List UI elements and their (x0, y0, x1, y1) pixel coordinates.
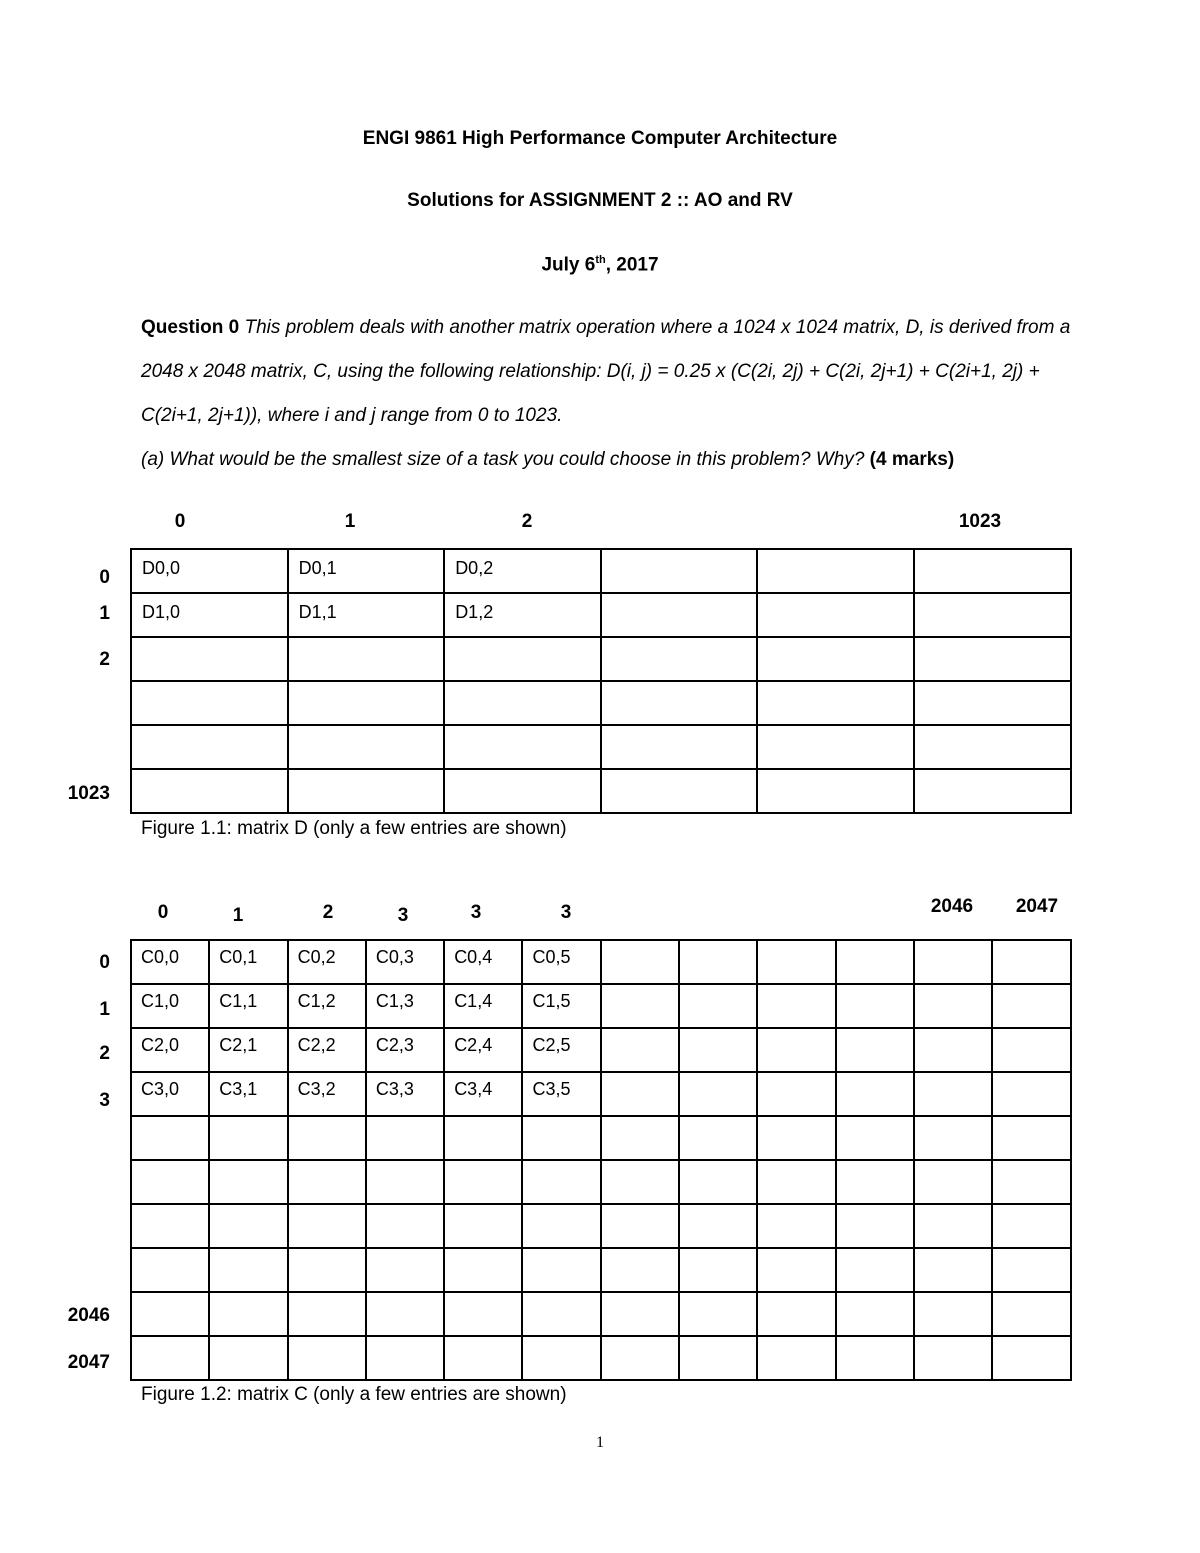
matrix-cell: C3,3 (366, 1072, 444, 1116)
matrix-cell (601, 940, 679, 984)
matrix-d-row-label: 1023 (67, 783, 110, 804)
matrix-cell (914, 1160, 992, 1204)
document-title: ENGI 9861 High Performance Computer Architecture (362, 128, 838, 149)
matrix-cell (366, 1292, 444, 1336)
matrix-cell (757, 1248, 835, 1292)
matrix-cell (288, 1160, 366, 1204)
matrix-cell (757, 549, 914, 593)
matrix-cell (522, 1160, 600, 1204)
matrix-cell (366, 1204, 444, 1248)
matrix-cell (836, 1204, 914, 1248)
matrix-cell: D1,1 (288, 593, 445, 637)
table-row (131, 549, 1071, 593)
table-row (131, 1292, 1071, 1336)
matrix-cell: C2,5 (522, 1028, 600, 1072)
matrix-cell (288, 1336, 366, 1380)
matrix-cell (601, 549, 758, 593)
matrix-cell (131, 1248, 209, 1292)
matrix-cell: C1,4 (444, 984, 522, 1028)
matrix-cell (992, 1028, 1070, 1072)
matrix-c-table (130, 939, 1072, 1381)
matrix-cell: D1,0 (131, 593, 288, 637)
matrix-d-caption: Figure 1.1: matrix D (only a few entries are shown) (141, 818, 567, 839)
matrix-cell (679, 1028, 757, 1072)
matrix-cell (836, 1336, 914, 1380)
matrix-cell (601, 593, 758, 637)
matrix-cell (679, 1116, 757, 1160)
matrix-cell (288, 769, 445, 813)
table-row (131, 593, 1071, 637)
matrix-cell: C3,1 (209, 1072, 287, 1116)
matrix-cell (522, 1116, 600, 1160)
matrix-cell (679, 940, 757, 984)
matrix-cell (209, 1336, 287, 1380)
matrix-cell (288, 1116, 366, 1160)
matrix-cell (444, 681, 601, 725)
matrix-cell (757, 1072, 835, 1116)
matrix-d-col-label: 1 (344, 511, 356, 532)
matrix-cell (366, 1160, 444, 1204)
matrix-cell: C3,5 (522, 1072, 600, 1116)
matrix-cell (836, 984, 914, 1028)
matrix-cell (757, 1336, 835, 1380)
matrix-cell (131, 637, 288, 681)
matrix-cell (444, 769, 601, 813)
matrix-cell (914, 637, 1071, 681)
matrix-cell (914, 549, 1071, 593)
matrix-cell: C0,1 (209, 940, 287, 984)
table-row (131, 1248, 1071, 1292)
matrix-cell (366, 1248, 444, 1292)
matrix-cell (992, 1204, 1070, 1248)
matrix-cell (914, 725, 1071, 769)
matrix-cell (209, 1248, 287, 1292)
date-suffix: , 2017 (605, 254, 659, 276)
matrix-cell (836, 1116, 914, 1160)
matrix-cell (444, 1292, 522, 1336)
matrix-cell: C2,4 (444, 1028, 522, 1072)
matrix-cell (992, 1292, 1070, 1336)
matrix-cell (914, 984, 992, 1028)
matrix-cell (836, 1248, 914, 1292)
matrix-cell (209, 1116, 287, 1160)
matrix-cell (288, 1248, 366, 1292)
date-prefix: July 6 (541, 254, 596, 276)
matrix-cell (131, 769, 288, 813)
matrix-cell (757, 940, 835, 984)
matrix-cell (757, 637, 914, 681)
matrix-c-caption: Figure 1.2: matrix C (only a few entries are shown) (141, 1384, 567, 1405)
matrix-cell (444, 1336, 522, 1380)
matrix-d-col-label: 0 (174, 511, 186, 532)
document-date (0, 254, 1200, 276)
matrix-cell (522, 1248, 600, 1292)
matrix-cell: C0,0 (131, 940, 209, 984)
matrix-cell: C1,2 (288, 984, 366, 1028)
matrix-cell (679, 1072, 757, 1116)
matrix-cell (444, 725, 601, 769)
matrix-cell: D0,2 (444, 549, 601, 593)
matrix-cell: C3,4 (444, 1072, 522, 1116)
matrix-cell (836, 940, 914, 984)
matrix-c-col-label: 2046 (930, 896, 974, 917)
matrix-cell (209, 1160, 287, 1204)
matrix-c-col-label: 0 (157, 902, 169, 923)
matrix-d-row-label: 2 (99, 649, 110, 670)
table-row (131, 769, 1071, 813)
matrix-cell (914, 1336, 992, 1380)
matrix-cell (992, 984, 1070, 1028)
matrix-cell (914, 1248, 992, 1292)
table-row (131, 681, 1071, 725)
matrix-cell (679, 1336, 757, 1380)
matrix-cell (366, 1336, 444, 1380)
matrix-d-table (130, 548, 1072, 814)
matrix-cell (601, 1116, 679, 1160)
page-number: 1 (596, 1434, 604, 1451)
table-row (131, 1336, 1071, 1380)
matrix-cell (757, 681, 914, 725)
matrix-cell (444, 637, 601, 681)
matrix-c-col-label: 3 (470, 902, 482, 923)
matrix-cell: D0,1 (288, 549, 445, 593)
matrix-c-row-label: 2 (99, 1043, 110, 1064)
matrix-cell (131, 1160, 209, 1204)
matrix-cell (992, 1248, 1070, 1292)
matrix-cell (757, 769, 914, 813)
matrix-cell: C2,1 (209, 1028, 287, 1072)
matrix-cell (601, 1248, 679, 1292)
matrix-cell (992, 940, 1070, 984)
matrix-cell (131, 1292, 209, 1336)
matrix-cell (601, 769, 758, 813)
matrix-d-col-label: 1023 (958, 511, 1002, 532)
matrix-cell (601, 1336, 679, 1380)
matrix-cell (914, 769, 1071, 813)
matrix-cell (209, 1204, 287, 1248)
matrix-cell (992, 1336, 1070, 1380)
matrix-c-col-label: 3 (397, 905, 409, 926)
matrix-cell (914, 1116, 992, 1160)
matrix-cell: C2,3 (366, 1028, 444, 1072)
matrix-c-row-label: 3 (99, 1090, 110, 1111)
matrix-c-row-label: 0 (99, 952, 110, 973)
table-row (131, 940, 1071, 984)
matrix-cell (601, 1028, 679, 1072)
matrix-cell (757, 1292, 835, 1336)
matrix-cell (522, 1204, 600, 1248)
table-row (131, 1160, 1071, 1204)
matrix-cell (288, 725, 445, 769)
matrix-cell (444, 1116, 522, 1160)
matrix-cell (679, 1204, 757, 1248)
matrix-cell (757, 1204, 835, 1248)
table-row (131, 984, 1071, 1028)
matrix-d-row-label: 1 (99, 603, 110, 624)
matrix-d-row-label: 0 (99, 567, 110, 588)
matrix-cell: C3,0 (131, 1072, 209, 1116)
matrix-c-col-label: 3 (560, 902, 572, 923)
matrix-cell (757, 984, 835, 1028)
matrix-cell (131, 1336, 209, 1380)
matrix-cell (992, 1116, 1070, 1160)
matrix-cell (601, 637, 758, 681)
matrix-cell: C1,5 (522, 984, 600, 1028)
question-paragraph (141, 306, 1081, 438)
table-row (131, 1028, 1071, 1072)
matrix-cell (288, 1292, 366, 1336)
matrix-cell (757, 1028, 835, 1072)
table-row (131, 1116, 1071, 1160)
matrix-cell (914, 1028, 992, 1072)
matrix-cell (288, 637, 445, 681)
date-superscript: th (595, 254, 606, 266)
matrix-cell: C0,5 (522, 940, 600, 984)
matrix-cell (601, 681, 758, 725)
matrix-cell (288, 681, 445, 725)
matrix-cell (836, 1160, 914, 1204)
matrix-cell: C2,0 (131, 1028, 209, 1072)
matrix-cell (679, 1160, 757, 1204)
matrix-cell: C0,4 (444, 940, 522, 984)
matrix-cell: C2,2 (288, 1028, 366, 1072)
matrix-cell (757, 1116, 835, 1160)
matrix-cell: D1,2 (444, 593, 601, 637)
matrix-c-row-label: 2046 (67, 1305, 110, 1326)
matrix-cell (209, 1292, 287, 1336)
matrix-cell (836, 1292, 914, 1336)
matrix-cell: C3,2 (288, 1072, 366, 1116)
matrix-cell (914, 1292, 992, 1336)
matrix-cell (679, 1292, 757, 1336)
matrix-c-row-label: 1 (99, 999, 110, 1020)
matrix-cell (131, 1116, 209, 1160)
matrix-cell (131, 725, 288, 769)
question-part-a (141, 438, 1081, 482)
matrix-cell (601, 1292, 679, 1336)
matrix-cell (444, 1248, 522, 1292)
matrix-cell (679, 1248, 757, 1292)
matrix-cell (992, 1160, 1070, 1204)
matrix-cell (836, 1028, 914, 1072)
matrix-cell: D0,0 (131, 549, 288, 593)
matrix-cell: C1,0 (131, 984, 209, 1028)
table-row (131, 1204, 1071, 1248)
part-a-marks: (4 marks) (864, 449, 955, 470)
table-row (131, 637, 1071, 681)
matrix-cell (444, 1204, 522, 1248)
table-row (131, 1072, 1071, 1116)
matrix-cell (992, 1072, 1070, 1116)
matrix-cell (131, 681, 288, 725)
matrix-cell (757, 1160, 835, 1204)
matrix-c-col-label: 1 (232, 905, 244, 926)
matrix-cell (601, 725, 758, 769)
matrix-cell: C0,2 (288, 940, 366, 984)
matrix-cell (679, 984, 757, 1028)
document-subtitle: Solutions for ASSIGNMENT 2 :: AO and RV (407, 190, 793, 211)
matrix-cell (444, 1160, 522, 1204)
matrix-cell (601, 1072, 679, 1116)
matrix-cell: C1,3 (366, 984, 444, 1028)
matrix-cell (288, 1204, 366, 1248)
table-row (131, 725, 1071, 769)
matrix-cell (914, 593, 1071, 637)
matrix-cell (914, 1204, 992, 1248)
matrix-c-col-label: 2047 (1015, 896, 1059, 917)
matrix-cell (601, 984, 679, 1028)
matrix-cell (522, 1292, 600, 1336)
matrix-cell (757, 725, 914, 769)
matrix-cell (131, 1204, 209, 1248)
question-body: This problem deals with another matrix operation where a 1024 x 1024 matrix, D, is derived from a 2048 x 2048 matrix, C, using the following relationship: D(i, j) = 0.25 x (C(2i, 2j) + C(2i, 2j+1) + C(2i+1, 2j) + C(2i+1, 2j+1)), where i and j range from 0 to 1023. (141, 317, 1071, 426)
matrix-cell (836, 1072, 914, 1116)
matrix-cell (914, 1072, 992, 1116)
matrix-d-col-label: 2 (521, 511, 533, 532)
matrix-cell (914, 940, 992, 984)
question-label: Question 0 (141, 317, 240, 338)
part-a-text: (a) What would be the smallest size of a task you could choose in this problem? Why? (141, 449, 865, 470)
matrix-cell: C1,1 (209, 984, 287, 1028)
matrix-cell (914, 681, 1071, 725)
matrix-c-row-label: 2047 (67, 1352, 110, 1373)
matrix-cell (522, 1336, 600, 1380)
matrix-c-col-label: 2 (322, 902, 334, 923)
matrix-cell (757, 593, 914, 637)
matrix-cell: C0,3 (366, 940, 444, 984)
matrix-cell (601, 1204, 679, 1248)
matrix-cell (366, 1116, 444, 1160)
matrix-cell (601, 1160, 679, 1204)
